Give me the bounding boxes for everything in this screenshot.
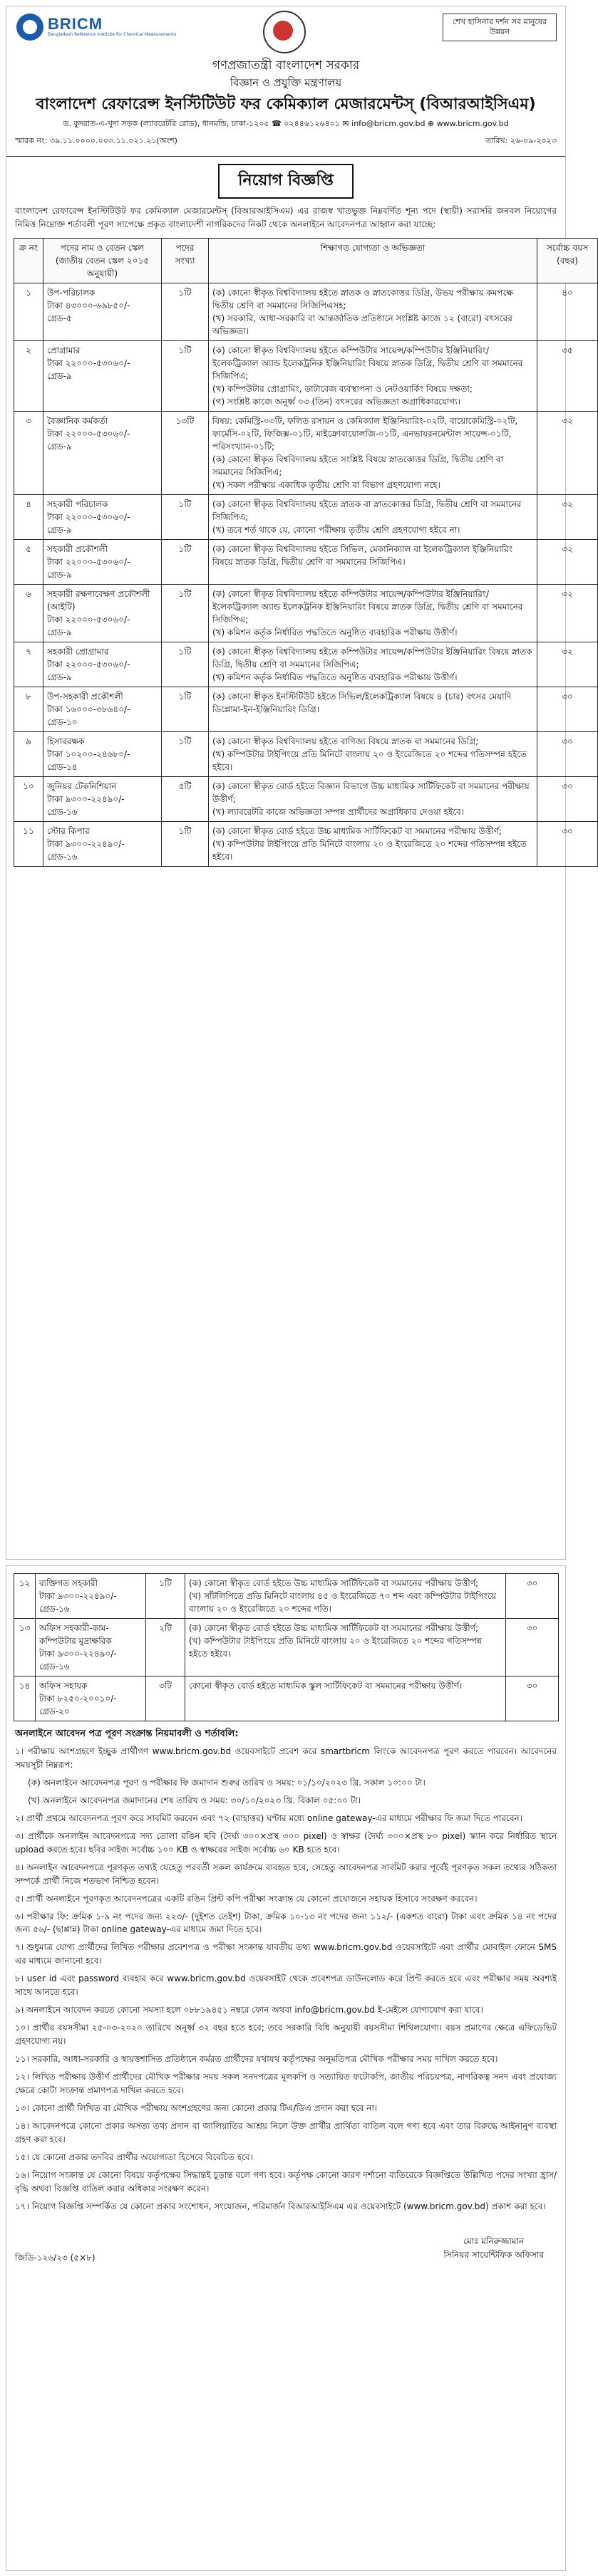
table-row bbox=[14, 687, 598, 732]
cell-post: সহকারী পরিচালক টাকা ২২০০০-৫৩০৬০/- গ্রেড-৯ bbox=[43, 495, 162, 540]
cell-count: ২টি bbox=[146, 1619, 185, 1677]
condition-item: ১২। লিখিত পরীক্ষায় উত্তীর্ণ প্রার্থীদের মৌখিক পরীক্ষার সময় সকল সনদপত্রের মূলকপি ও সত্যায়িত ফটোকপি, জাতীয় পরিচয়পত্র, নাগরিকত্ব সনদ এবং প্রযোজ্য ক্ষেত্রে কোটা সংক্রান্ত প্রমাণপত্র দাখিল করতে হবে। bbox=[15, 2072, 557, 2096]
institute-name: বাংলাদেশ রেফারেন্স ইনস্টিটিউট ফর কেমিক্যাল মেজারমেন্টস্‌ (বিআরআইসিএম) bbox=[36, 95, 536, 113]
posts-table-continued bbox=[14, 1573, 559, 1721]
cell-qualification: (ক) কোনো স্বীকৃত ইনস্টিটিউট হইতে সিভিল/ইলেকট্রিক্যাল বিষয়ে ৪ (চার) বৎসর মেয়াদি ডিপ্লোমা-ইন-ইঞ্জিনিয়ারিং ডিগ্রি। bbox=[209, 687, 537, 732]
cell-serial: ৮ bbox=[14, 687, 43, 732]
cell-serial: ৩ bbox=[14, 412, 43, 495]
cell-post: সহকারী প্রোগ্রামার টাকা ২২০০০-৫৩০৬০/- গ্রেড-৯ bbox=[43, 642, 162, 687]
condition-item: ৭। শুধুমাত্র যোগ্য প্রার্থীদের লিখিত পরীক্ষার প্রবেশপত্র ও পরীক্ষা সংক্রান্ত যাবতীয় তথ্য www.bricm.gov.bd ওয়েবসাইটে এবং প্রার্থীর মোবাইল ফোনে SMS এর মাধ্যমে জানানো হবে। bbox=[15, 1942, 557, 1966]
contact-line: ড. কুদরাত-এ-খুদা সড়ক (ল্যাবরেটরি রোড), ধানমন্ডি, ঢাকা-১২০৫ ☎ ০২৪৪৬১২৬৪০১ ✉ info@bricm.gov.bd ⊕ www.bricm.gov.bd bbox=[63, 119, 509, 128]
cell-count: ১টি bbox=[162, 283, 209, 341]
cell-qualification: (ক) কোনো স্বীকৃত বিশ্ববিদ্যালয় হইতে বাণিজ্য বিষয়ে স্নাতক বা সমমানের ডিগ্রি; (খ) কম্পিউটার টাইপিংয়ে প্রতি মিনিটে বাংলায় ২০ ও ইংরেজিতে ২০ শব্দের গতিসম্পন্ন হইতে হইবে। bbox=[209, 732, 537, 777]
cell-qualification: (ক) কোনো স্বীকৃত বোর্ড হইতে উচ্চ মাধ্যমিক সার্টিফিকেট বা সমমানের পরীক্ষায় উত্তীর্ণ; (খ) কম্পিউটার টাইপিংয়ে প্রতি মিনিটে বাংলায় ২০ ও ইংরেজিতে ২০ শব্দের গতিসম্পন্ন হইতে হইবে। bbox=[185, 1619, 506, 1677]
cell-serial: ১৩ bbox=[14, 1619, 36, 1677]
cell-count: ১টি bbox=[162, 585, 209, 642]
table-row bbox=[14, 822, 598, 867]
condition-item: ২। প্রার্থী প্রথমে আবেদনপত্র পূরণ করে সাবমিট করবেন এবং ৭২ (বাহাত্তর) ঘণ্টার মধ্যে online gateway-এর মাধ্যমে পরীক্ষার ফি জমা দিতে পারবেন। bbox=[15, 1813, 522, 1823]
condition-item: ১১। সরকারি, আধা-সরকারি ও স্বায়ত্তশাসিত প্রতিষ্ঠানে কর্মরত প্রার্থীদের যথাযথ কর্তৃপক্ষের অনুমতিপত্র মৌখিক পরীক্ষার সময় দাখিল করতে হবে। bbox=[15, 2054, 498, 2065]
conditions-title: অনলাইনে আবেদন পত্র পূরণ সংক্রান্ত নিয়মাবলী ও শর্তাবলি: bbox=[15, 1728, 239, 1739]
cell-age: ৩২ bbox=[537, 585, 598, 642]
cell-serial: ৪ bbox=[14, 495, 43, 540]
cell-count: ১৩টি bbox=[162, 412, 209, 495]
memo-number: স্মারক নং: ৩৯.১১.০০০০.০০৩.১১.০২১.২১(অংশ) bbox=[15, 136, 177, 145]
logo-subtext: Bangladesh Reference Institute for Chemical Measurements bbox=[48, 32, 177, 37]
cell-post: সহকারী রক্ষণাবেক্ষণ প্রকৌশলী (আইটি) টাকা ২২০০০-৫৩০৬০/- গ্রেড-৯ bbox=[43, 585, 162, 642]
cell-qualification: (ক) কোনো স্বীকৃত বিশ্ববিদ্যালয় হইতে কম্পিউটার সায়েন্স/কম্পিউটার ইঞ্জিনিয়ারিং বিষয়ে স্নাতক ডিগ্রি, দ্বিতীয় শ্রেণি বা সমমানের সিজিপিএ; (খ) কমিশন কর্তৃক নির্ধারিত পদ্ধতিতে অনুষ্ঠিত ব্যবহারিক পরীক্ষায় উত্তীর্ণ। bbox=[209, 642, 537, 687]
condition-item: (খ) অনলাইনে আবেদনপত্র জমাদানের শেষ তারিখ ও সময়: ৩০/১০/২০২৩ খ্রি. বিকাল ০৫:০০ টা। bbox=[28, 1795, 361, 1805]
cell-qualification: বিষয়: কেমিস্ট্রি-০৩টি, ফলিত রসায়ন ও কেমিক্যাল ইঞ্জিনিয়ারিং-০২টি, বায়োকেমিস্ট্রি-০২টি, ফার্মেসি-০২টি, ফিজিক্স-০১টি, মাইক্রোবায়োলজি-০১টি, এনভায়রনমেন্টাল সায়েন্স-০১টি, পরিসংখ্যান-০১টি; (ক) কোনো স্বীকৃত বিশ্ববিদ্যালয় হইতে সংশ্লিষ্ট বিষয়ে স্নাতকোত্তর ডিগ্রি, দ্বিতীয় শ্রেণি বা সমমানের সিজিপিএ; (খ) সকল পরীক্ষায় একাধিক তৃতীয় শ্রেণি বা বিভাগ গ্রহণযোগ্য নহে। bbox=[209, 412, 537, 495]
notice-date: তারিখ: ২৬-০৯-২০২৩ bbox=[485, 136, 557, 145]
cell-post: অফিস সহায়ক টাকা ৮২৫০-২০০১০/- গ্রেড-২০ bbox=[36, 1677, 146, 1721]
cell-count: ১টি bbox=[162, 495, 209, 540]
motto-box: শেখ হাসিনার দর্শন সব মানুষের উন্নয়ন bbox=[443, 14, 557, 41]
notice-part-2 bbox=[6, 1565, 566, 2571]
table-row bbox=[14, 540, 598, 585]
cell-age: ৩৫ bbox=[537, 341, 598, 412]
cell-qualification: (ক) কোনো স্বীকৃত বিশ্ববিদ্যালয় হইতে কম্পিউটার সায়েন্স/কম্পিউটার ইঞ্জিনিয়ারিং/ইলেকট্রিক্যাল অ্যান্ড ইলেকট্রনিক ইঞ্জিনিয়ারিং বিষয়ে স্নাতক ডিগ্রি, দ্বিতীয় শ্রেণি বা সমমানের সিজিপিএ; (খ) কম্পিউটার প্রোগ্রামিং, ডাটাবেজ ব্যবস্থাপনা ও নেটওয়ার্কিং বিষয়ে দক্ষতা; (গ) সংশ্লিষ্ট কাজে অনূর্ধ্ব ০৩ (তিন) বৎসরের অভিজ্ঞতা অগ্রাধিকারযোগ্য। bbox=[209, 341, 537, 412]
col-post: পদের নাম ও বেতন স্কেল (জাতীয় বেতন স্কেল ২০১৫ অনুযায়ী) bbox=[43, 239, 162, 283]
cell-age: ৩০ bbox=[537, 777, 598, 822]
cell-age: ৩০ bbox=[537, 687, 598, 732]
cell-age: ৩০ bbox=[506, 1619, 559, 1677]
cell-serial: ৬ bbox=[14, 585, 43, 642]
condition-item: ৯। অনলাইনে আবেদন করতে কোনো সমস্যা হলে ০৮৮১৯৪৫১ নম্বরে ফোন অথবা info@bricm.gov.bd ই-মেইলে যোগাযোগ করা যাবে। bbox=[15, 2005, 483, 2016]
table-row bbox=[14, 283, 598, 341]
cell-qualification: (ক) কোনো স্বীকৃত বোর্ড হইতে উচ্চ মাধ্যমিক সার্টিফিকেট বা সমমানের পরীক্ষায় উত্তীর্ণ; (খ) কম্পিউটার টাইপিংয়ে প্রতি মিনিটে বাংলায় ২০ ও ইংরেজিতে ২০ শব্দের গতিসম্পন্ন হইতে হইবে। bbox=[209, 822, 537, 867]
gd-number: জিডি-১২৬/২৩ (৫×৮) bbox=[15, 2252, 96, 2263]
condition-item: ৩। প্রার্থীকে অনলাইন আবেদনপত্রে সদ্য তোলা রঙিন ছবি (দৈর্ঘ্য ৩০০×প্রস্থ ৩০০ pixel) ও স্বাক্ষর (দৈর্ঘ্য ৩০০×প্রস্থ ৮০ pixel) স্ক্যান করে নির্ধারিত স্থানে upload করতে হবে। ছবির সাইজ সর্বোচ্চ ১০০ KB ও স্বাক্ষরের সাইজ সর্বোচ্চ ৬০ KB হতে হবে। bbox=[15, 1830, 557, 1855]
condition-item: ১৬। নিয়োগ সংক্রান্ত যে কোনো বিষয়ে কর্তৃপক্ষের সিদ্ধান্তই চূড়ান্ত বলে গণ্য হবে। কর্তৃপক্ষ কোনো কারণ দর্শানো ব্যতিরেকে বিজ্ঞপ্তিতে উল্লিখিত পদের সংখ্যা হ্রাস/বৃদ্ধি অথবা বিজ্ঞপ্তি বাতিল করার অধিকার সংরক্ষণ করেন। bbox=[15, 2169, 557, 2194]
notice-intro: বাংলাদেশ রেফারেন্স ইনস্টিটিউট ফর কেমিক্যাল মেজারমেন্টস্‌ (বিআরআইসিএম) এর রাজস্ব খাতভুক্ত নিম্নবর্ণিত শূন্য পদে (স্থায়ী) সরাসরি জনবল নিয়োগের নিমিত্ত নিম্নোক্ত শর্তাবলী পূরণ সাপেক্ষে প্রকৃত বাংলাদেশী নাগরিকদের নিকট থেকে অনলাইনে আবেদনপত্র আহ্বান করা যাচ্ছে: bbox=[15, 206, 557, 229]
cell-serial: ১০ bbox=[14, 777, 43, 822]
table-row bbox=[14, 732, 598, 777]
cell-serial: ১২ bbox=[14, 1574, 36, 1619]
col-count: পদের সংখ্যা bbox=[162, 239, 209, 283]
government-seal-icon bbox=[263, 11, 306, 53]
cell-age: ৩২ bbox=[537, 540, 598, 585]
cell-count: ১টি bbox=[162, 341, 209, 412]
ministry-name: বিজ্ঞান ও প্রযুক্তি মন্ত্রণালয় bbox=[230, 76, 342, 89]
cell-post: প্রোগ্রামার টাকা ২২০০০-৫৩০৬০/- গ্রেড-৯ bbox=[43, 341, 162, 412]
cell-age: ৩০ bbox=[506, 1574, 559, 1619]
cell-count: ৩টি bbox=[146, 1677, 185, 1721]
cell-count: ১টি bbox=[162, 540, 209, 585]
cell-qualification: (ক) কোনো স্বীকৃত বিশ্ববিদ্যালয় হইতে স্নাতক ও স্নাতকোত্তর ডিগ্রি, উভয় পরীক্ষায় কমপক্ষে দ্বিতীয় শ্রেণি বা সমমানের সিজিপিএসহ; (খ) সরকারি, আধা-সরকারি বা আন্তর্জাতিক প্রতিষ্ঠানে সংশ্লিষ্ট কাজে ১২ (বারো) বৎসরের অভিজ্ঞতা। bbox=[209, 283, 537, 341]
cell-qualification: (ক) কোনো স্বীকৃত বিশ্ববিদ্যালয় হইতে সিভিল, মেকানিক্যাল বা ইলেকট্রিক্যাল ইঞ্জিনিয়ারিং বিষয়ে স্নাতক ডিগ্রি, দ্বিতীয় শ্রেণি বা সমমানের সিজিপিএ। bbox=[209, 540, 537, 585]
cell-serial: ১ bbox=[14, 283, 43, 341]
cell-age: ৩২ bbox=[537, 495, 598, 540]
government-name: গণপ্রজাতন্ত্রী বাংলাদেশ সরকার bbox=[212, 58, 360, 73]
table-row bbox=[14, 495, 598, 540]
cell-post: বৈজ্ঞানিক কর্মকর্তা টাকা ২২০০০-৫৩০৬০/- গ্রেড-৯ bbox=[43, 412, 162, 495]
table-body-part-1 bbox=[14, 283, 598, 867]
cell-serial: ৫ bbox=[14, 540, 43, 585]
condition-item: ৪। অনলাইন আবেদনপত্রে পূরণকৃত তথ্যই যেহেতু পরবর্তী সকল কার্যক্রমে ব্যবহৃত হবে, সেহেতু আবেদনপত্র সাবমিট করার পূর্বেই পূরণকৃত সকল তথ্যের সঠিকতা সম্পর্কে প্রার্থী নিজে শতভাগ নিশ্চিত হবেন। bbox=[15, 1862, 557, 1886]
cell-count: ১টি bbox=[162, 642, 209, 687]
cell-age: ৩২ bbox=[537, 642, 598, 687]
table-row bbox=[14, 412, 598, 495]
cell-qualification: (ক) কোনো স্বীকৃত বোর্ড হইতে উচ্চ মাধ্যমিক সার্টিফিকেট বা সমমানের পরীক্ষায় উত্তীর্ণ; (খ) সাঁটলিপিতে প্রতি মিনিটে বাংলায় ৪৫ ও ইংরেজিতে ৭০ শব্দ এবং কম্পিউটার টাইপিংয়ে বাংলায় ২০ ও ইংরেজিতে ২০ শব্দের গতি। bbox=[185, 1574, 506, 1619]
table-row bbox=[14, 777, 598, 822]
cell-age: ৩২ bbox=[537, 412, 598, 495]
condition-item: ৬। পরীক্ষার ফি: ক্রমিক ১-৯ নং পদের জন্য ২২৩/- (দুইশত তেইশ) টাকা, ক্রমিক ১০-১৩ নং পদের জন্য ১১২/- (একশত বারো) টাকা এবং ক্রমিক ১৪ নং পদের জন্য ৫৬/- (ছাপ্পান্ন) টাকা online gateway-এর মাধ্যমে জমা দিতে হবে। bbox=[15, 1911, 557, 1935]
notice-footer bbox=[6, 2221, 565, 2270]
col-serial: ক্র নং bbox=[14, 239, 43, 283]
cell-post: উপ-পরিচালক টাকা ৪৩০০০-৬৯৮৫০/- গ্রেড-৫ bbox=[43, 283, 162, 341]
condition-item: ১৭। নিয়োগ বিজ্ঞপ্তি সম্পর্কিত যে কোনো প্রকার সংশোধন, সংযোজন, পরিমার্জন বিআরআইসিএম এর ওয়েবসাইটে (www.bricm.gov.bd) প্রকাশ করা হবে। bbox=[15, 2201, 546, 2211]
cell-serial: ৭ bbox=[14, 642, 43, 687]
table-row bbox=[14, 585, 598, 642]
col-qualification: শিক্ষাগত যোগ্যতা ও অভিজ্ঞতা bbox=[209, 239, 537, 283]
letterhead bbox=[6, 6, 565, 157]
col-age: সর্বোচ্চ বয়স (বছর) bbox=[537, 239, 598, 283]
condition-item: (ক) অনলাইনে আবেদনপত্র পূরণ ও পরীক্ষার ফি জমাদান শুরুর তারিখ ও সময়: ০১/১০/২০২৩ খ্রি. সকাল ১০:০০ টা। bbox=[28, 1777, 426, 1788]
cell-count: ১টি bbox=[162, 732, 209, 777]
cell-post: স্টোর কিপার টাকা ৯৩০০-২২৪৯০/- গ্রেড-১৬ bbox=[43, 822, 162, 867]
condition-item: ১৩। কোনো প্রার্থী লিখিত বা মৌখিক পরীক্ষায় অংশগ্রহণের জন্য কোনো প্রকার টিএ/ডিএ প্রদান করা হবে না। bbox=[15, 2102, 378, 2113]
conditions-list bbox=[6, 1745, 565, 2213]
condition-item: ১০। প্রার্থীর বয়সসীমা ২৫-০৩-২০২০ তারিখে অনূর্ধ্ব ৩২ বছর হতে হবে; তবে সরকারি বিধি অনুযায়ী বয়সসীমা শিথিলযোগ্য। বয়স প্রমাণের ক্ষেত্রে এফিডেভিট গ্রহণযোগ্য নয়। bbox=[15, 2023, 557, 2047]
condition-item: ১। পরীক্ষায় অংশগ্রহণে ইচ্ছুক প্রার্থীগণ www.bricm.gov.bd ওয়েবসাইটে প্রবেশ করে smartbricm লিংকে আবেদনপত্র পূরণ করতে পারবেন। আবেদনের সময়সূচী নিম্নরূপ: bbox=[15, 1746, 557, 1770]
cell-age: ৩০ bbox=[537, 732, 598, 777]
table-row bbox=[14, 341, 598, 412]
table-row bbox=[14, 1677, 559, 1721]
posts-table bbox=[14, 238, 598, 867]
cell-qualification: কোনো স্বীকৃত বোর্ড হইতে মাধ্যমিক স্কুল সার্টিফিকেট বা সমমানের পরীক্ষায় উত্তীর্ণ। bbox=[185, 1677, 506, 1721]
cell-qualification: (ক) কোনো স্বীকৃত বিশ্ববিদ্যালয় হইতে স্নাতক বা স্নাতকোত্তর ডিগ্রি, দ্বিতীয় শ্রেণি বা সমমানের সিজিপিএ; (খ) তবে শর্ত থাকে যে, কোনো পরীক্ষায় তৃতীয় শ্রেণি গ্রহণযোগ্য হইবে না। bbox=[209, 495, 537, 540]
cell-age: ৩০ bbox=[537, 822, 598, 867]
cell-post: জুনিয়র টেকনিশিয়ান টাকা ৯৩০০-২২৪৯০/- গ্রেড-১৬ bbox=[43, 777, 162, 822]
cell-qualification: (ক) কোনো স্বীকৃত বিশ্ববিদ্যালয় হইতে কম্পিউটার সায়েন্স/কম্পিউটার ইঞ্জিনিয়ারিং/ইলেকট্রিক্যাল অ্যান্ড ইলেকট্রনিক ইঞ্জিনিয়ারিং বিষয়ে স্নাতক ডিগ্রি, দ্বিতীয় শ্রেণি বা সমমানের সিজিপিএ; (খ) কমিশন কর্তৃক নির্ধারিত পদ্ধতিতে অনুষ্ঠিত ব্যবহারিক পরীক্ষায় উত্তীর্ণ। bbox=[209, 585, 537, 642]
condition-item: ৮। user id এবং password ব্যবহার করে www.bricm.gov.bd ওয়েবসাইট থেকে প্রবেশপত্র ডাউনলোড করে প্রিন্ট করতে হবে এবং পরীক্ষার সময় অবশ্যই সাথে আনতে হবে। bbox=[15, 1973, 557, 1998]
signer-name: মোঃ মনিরুজ্জামান bbox=[463, 2236, 525, 2246]
cell-age: ৪০ bbox=[537, 283, 598, 341]
cell-count: ১টি bbox=[162, 687, 209, 732]
cell-serial: ১৪ bbox=[14, 1677, 36, 1721]
cell-post: হিসাবরক্ষক টাকা ১০২০০-২৪৬৮০/- গ্রেড-১৪ bbox=[43, 732, 162, 777]
condition-item: ১৪। আবেদনপত্রে কোনো প্রকার অসত্য তথ্য প্রদান বা জালিয়াতির আশ্রয় নিলে উক্ত প্রার্থীর প্রার্থিতা বাতিল বলে গণ্য হবে এবং তার বিরুদ্ধে আইনানুগ ব্যবস্থা গ্রহণ করা হবে। bbox=[15, 2120, 557, 2144]
signature-block bbox=[443, 2235, 544, 2262]
condition-item: ১৫। যে কোনো প্রকার তদবির প্রার্থীর অযোগ্যতা হিসেবে বিবেচিত হবে। bbox=[15, 2152, 253, 2162]
table-row bbox=[14, 642, 598, 687]
table-body-part-2 bbox=[14, 1574, 559, 1721]
bricm-logo-icon bbox=[16, 14, 43, 41]
cell-post: উপ-সহকারী প্রকৌশলী টাকা ১৬০০০-৩৮৬৪০/- গ্রেড-১০ bbox=[43, 687, 162, 732]
cell-count: ১টি bbox=[162, 822, 209, 867]
notice-part-1 bbox=[6, 6, 589, 1560]
cell-serial: ৯ bbox=[14, 732, 43, 777]
table-header-row bbox=[14, 239, 598, 283]
cell-post: অফিস সহকারী-কাম-কম্পিউটার মুদ্রাক্ষরিক টাকা ৯৩০০-২২৪৯০/- গ্রেড-১৬ bbox=[36, 1619, 146, 1677]
cell-qualification: (ক) কোনো স্বীকৃত বোর্ড হইতে বিজ্ঞান বিভাগে উচ্চ মাধ্যমিক সার্টিফিকেট বা সমমানের পরীক্ষায় উত্তীর্ণ; (খ) ল্যাবরেটরি কাজে অভিজ্ঞতা সম্পন্ন প্রার্থীদের অগ্রাধিকার দেওয়া হইবে। bbox=[209, 777, 537, 822]
signer-designation: সিনিয়র সায়েন্টিফিক অফিসার bbox=[443, 2249, 544, 2260]
logo-text: BRICM bbox=[48, 15, 103, 33]
cell-count: ১টি bbox=[146, 1574, 185, 1619]
bricm-logo bbox=[16, 14, 177, 41]
table-row bbox=[14, 1574, 559, 1619]
cell-post: সহকারী প্রকৌশলী টাকা ২২০০০-৫৩০৬০/- গ্রেড-৯ bbox=[43, 540, 162, 585]
table-row bbox=[14, 1619, 559, 1677]
cell-age: ৩০ bbox=[506, 1677, 559, 1721]
cell-post: ব্যক্তিগত সহকারী টাকা ৯৩০০-২২৪৯০/- গ্রেড-১৬ bbox=[36, 1574, 146, 1619]
notice-title: নিয়োগ বিজ্ঞপ্তি bbox=[218, 164, 354, 199]
cell-serial: ১১ bbox=[14, 822, 43, 867]
cell-count: ৫টি bbox=[162, 777, 209, 822]
cell-serial: ২ bbox=[14, 341, 43, 412]
condition-item: ৫। প্রার্থী অনলাইনে পূরণকৃত আবেদনপত্রের একটি রঙিন প্রিন্ট কপি পরীক্ষা সংক্রান্ত যে কোনো প্রয়োজনে সহায়ক হিসাবে সংরক্ষণ করবেন। bbox=[15, 1893, 478, 1904]
